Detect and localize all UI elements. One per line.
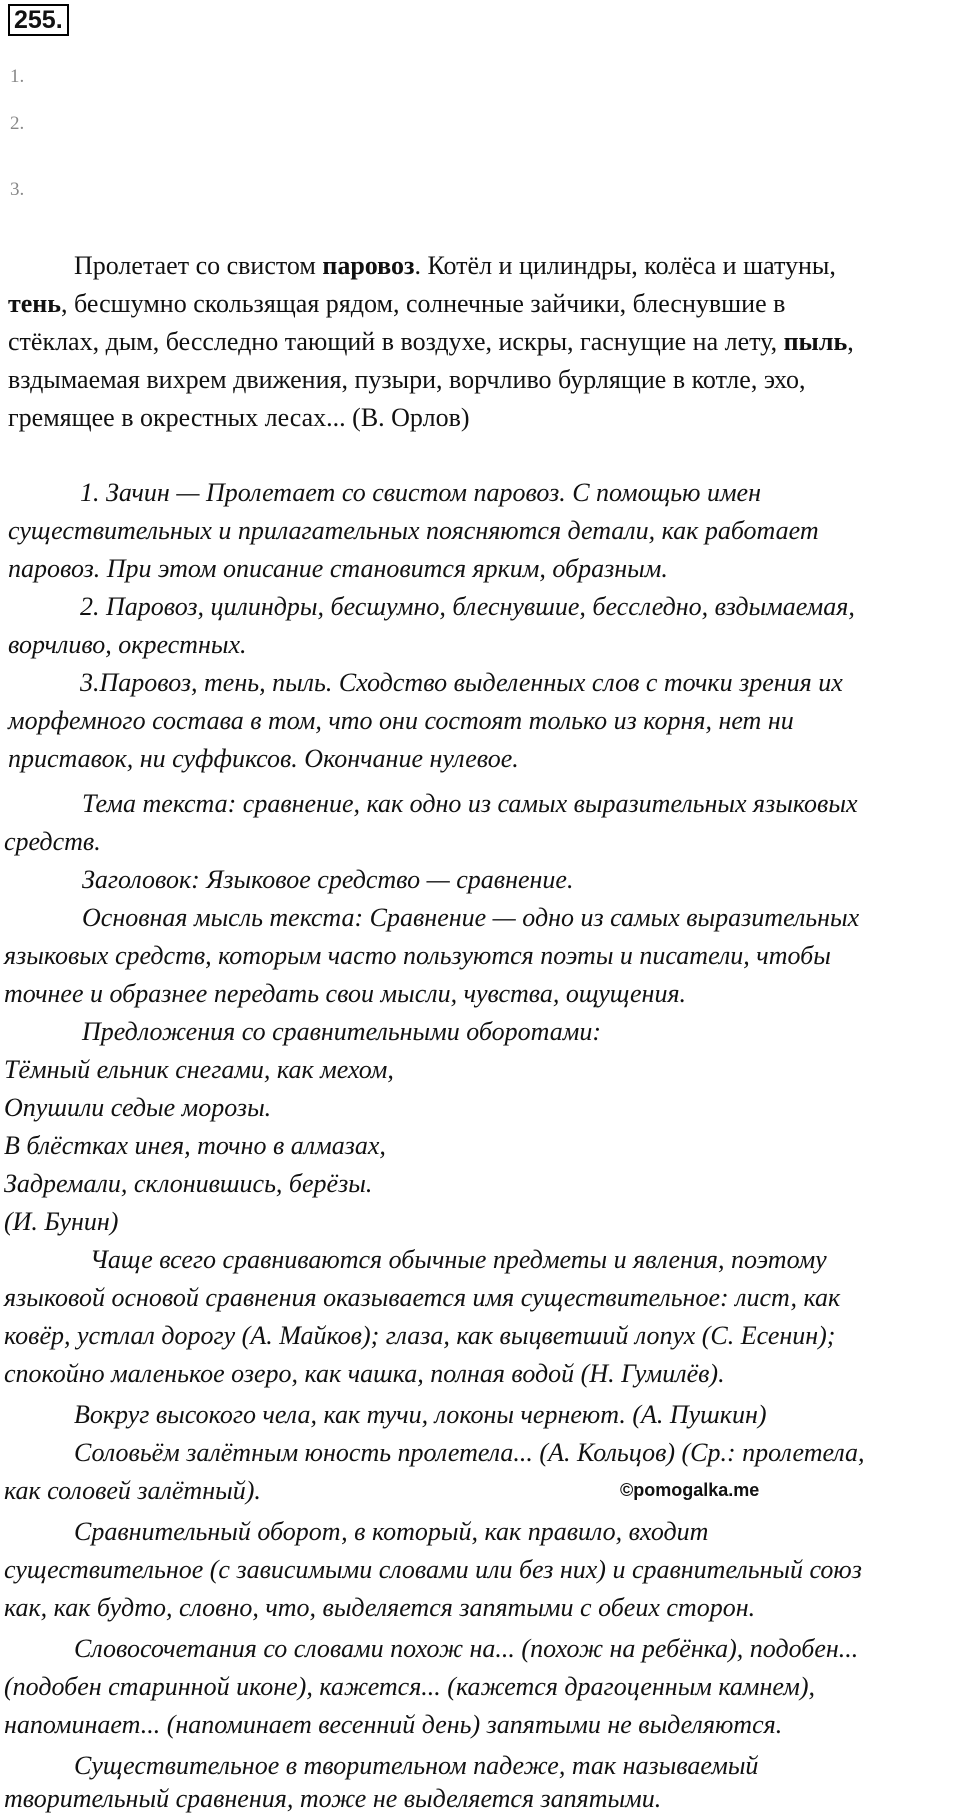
watermark: ©pomogalka.me (620, 1480, 760, 1500)
answer-line: языковых средств, которым часто пользуются поэты и писатели, чтобы (4, 941, 831, 970)
source-line-3: стёклах, дым, бесследно тающий в воздухе, искры, гаснущие на лету, пыль, (8, 327, 854, 356)
answer-line: существительных и прилагательных поясняются детали, как работает (8, 516, 819, 545)
answer-line: Тема текста: сравнение, как одно из самых выразительных языковых (82, 789, 858, 818)
answer-line: Сравнительный оборот, в который, как правило, входит (74, 1517, 709, 1546)
answer-line: напоминает... (напоминает весенний день) запятыми не выделяются. (4, 1710, 783, 1739)
answer-line: спокойно маленькое озеро, как чашка, полная водой (Н. Гумилёв). (4, 1359, 725, 1388)
answer-line: Соловьём залётным юность пролетела... (А. Кольцов) (Ср.: пролетела, (74, 1438, 865, 1467)
list-marker-2: 2. (10, 113, 25, 134)
answer-line: морфемного состава в том, что они состоят только из корня, нет ни (8, 706, 794, 735)
answer-line: средств. (4, 827, 101, 856)
answer-line: Основная мысль текста: Сравнение — одно из самых выразительных (82, 903, 860, 932)
bold-word-ten: тень (8, 289, 62, 318)
poem-author: (И. Бунин) (4, 1207, 119, 1236)
answer-line: ковёр, устлал дорогу (А. Майков); глаза, как выцветший лопух (С. Есенин); (4, 1321, 836, 1350)
answer-line: точнее и образнее передать свои мысли, чувства, ощущения. (4, 979, 687, 1008)
answer-line: 2. Паровоз, цилиндры, бесшумно, блеснувшие, бесследно, вздымаемая, (80, 592, 855, 621)
answer-line: как, как будто, словно, что, выделяется запятыми с обеих сторон. (4, 1593, 756, 1622)
poem-line: Задремали, склонившись, берёзы. (4, 1169, 373, 1198)
bold-word-pyl: пыль (783, 327, 848, 356)
answer-line: 3.Паровоз, тень, пыль. Сходство выделенных слов с точки зрения их (80, 668, 843, 697)
answer-line: существительное (с зависимыми словами или без них) и сравнительный союз (4, 1555, 862, 1584)
answer-line: языковой основой сравнения оказывается имя существительное: лист, как (4, 1283, 841, 1312)
answer-line: 1. Зачин — Пролетает со свистом паровоз. С помощью имен (80, 478, 761, 507)
poem-line: В блёстках инея, точно в алмазах, (4, 1131, 386, 1160)
answer-line: ворчливо, окрестных. (8, 630, 247, 659)
answer-line: Вокруг высокого чела, как тучи, локоны чернеют. (А. Пушкин) (74, 1400, 767, 1429)
answer-line: Существительное в творительном падеже, так называемый (74, 1751, 759, 1780)
source-line-2: тень, бесшумно скользящая рядом, солнечные зайчики, блеснувшие в (8, 289, 786, 318)
answer-line: Словосочетания со словами похож на... (похож на ребёнка), подобен... (74, 1634, 859, 1663)
answer-line: паровоз. При этом описание становится ярким, образным. (8, 554, 668, 583)
answer-line: творительный сравнения, тоже не выделяется запятыми. (4, 1784, 662, 1813)
answer-line: Предложения со сравнительными оборотами: (82, 1017, 601, 1046)
list-marker-3: 3. (10, 179, 25, 200)
poem-line: Опушили седые морозы. (4, 1093, 272, 1122)
source-line-4: вздымаемая вихрем движения, пузыри, ворчливо бурлящие в котле, эхо, (8, 365, 806, 394)
source-line-5: гремящее в окрестных лесах... (В. Орлов) (8, 403, 470, 432)
answer-line: (подобен старинной иконе), кажется... (кажется драгоценным камнем), (4, 1672, 816, 1701)
exercise-number: 255. (8, 4, 69, 36)
list-marker-1: 1. (10, 66, 25, 87)
answer-line: Чаще всего сравниваются обычные предметы и явления, поэтому (90, 1245, 827, 1274)
answer-line: приставок, ни суффиксов. Окончание нулевое. (8, 744, 519, 773)
answer-line: Заголовок: Языковое средство — сравнение. (82, 865, 574, 894)
bold-word-parovoz: паровоз (322, 251, 415, 280)
answer-line: как соловей залётный). (4, 1476, 261, 1505)
source-line-1: Пролетает со свистом паровоз. Котёл и цилиндры, колёса и шатуны, (74, 251, 836, 280)
poem-line: Тёмный ельник снегами, как мехом, (4, 1055, 394, 1084)
